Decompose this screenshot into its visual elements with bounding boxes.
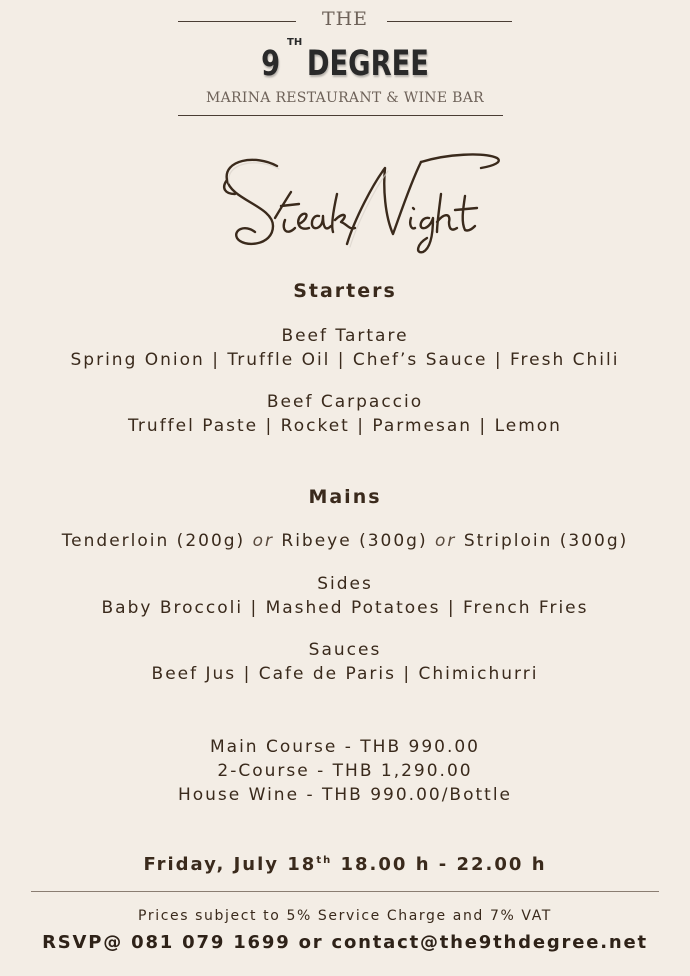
logo-number: 9: [261, 44, 281, 84]
event-time: 18.00 h - 22.00 h: [332, 854, 547, 875]
event-day: Friday, July 18: [143, 854, 317, 875]
mains-heading: Mains: [308, 486, 382, 508]
logo-name: [76, 44, 614, 84]
starter-item-details: Truffel Paste | Rocket | Parmesan | Lemon: [128, 416, 562, 436]
sides-label: Sides: [317, 574, 373, 594]
starter-item-details: Spring Onion | Truffle Oil | Chef’s Sauce | Fresh Chili: [70, 350, 620, 370]
starter-item-name: Beef Tartare: [281, 326, 409, 346]
starter-item-name: Beef Carpaccio: [266, 392, 424, 412]
logo-superscript: TH: [287, 37, 303, 48]
price-line: Main Course - THB 990.00: [210, 737, 480, 757]
cut-option: Tenderloin (200g): [61, 531, 246, 551]
cut-option: Ribeye (300g): [281, 531, 428, 551]
sides-items: Baby Broccoli | Mashed Potatoes | French Fries: [101, 598, 589, 618]
starters-heading: Starters: [293, 280, 397, 302]
price-line: 2-Course - THB 1,290.00: [217, 761, 473, 781]
sauces-label: Sauces: [308, 640, 382, 660]
mains-cuts: [0, 531, 690, 551]
cut-option: Striploin (300g): [463, 531, 629, 551]
price-line: House Wine - THB 990.00/Bottle: [177, 785, 513, 805]
or-connector: or: [252, 531, 274, 551]
logo-the-word: THE: [321, 8, 369, 30]
steak-night-script-title: [215, 148, 505, 260]
event-day-suffix: th: [316, 855, 333, 866]
footer-divider: [31, 891, 659, 892]
rsvp-contact: RSVP@ 081 079 1699 or contact@the9thdegree.net: [42, 932, 648, 953]
logo-degree-word: DEGREE: [306, 44, 429, 84]
logo-bottom-rule: [178, 115, 503, 116]
service-charge-note: Prices subject to 5% Service Charge and 7% VAT: [138, 908, 552, 924]
event-date-time: [0, 854, 690, 875]
sauces-items: Beef Jus | Cafe de Paris | Chimichurri: [151, 664, 539, 684]
or-connector: or: [435, 531, 457, 551]
logo-subtitle: MARINA RESTAURANT & WINE BAR: [206, 90, 484, 106]
